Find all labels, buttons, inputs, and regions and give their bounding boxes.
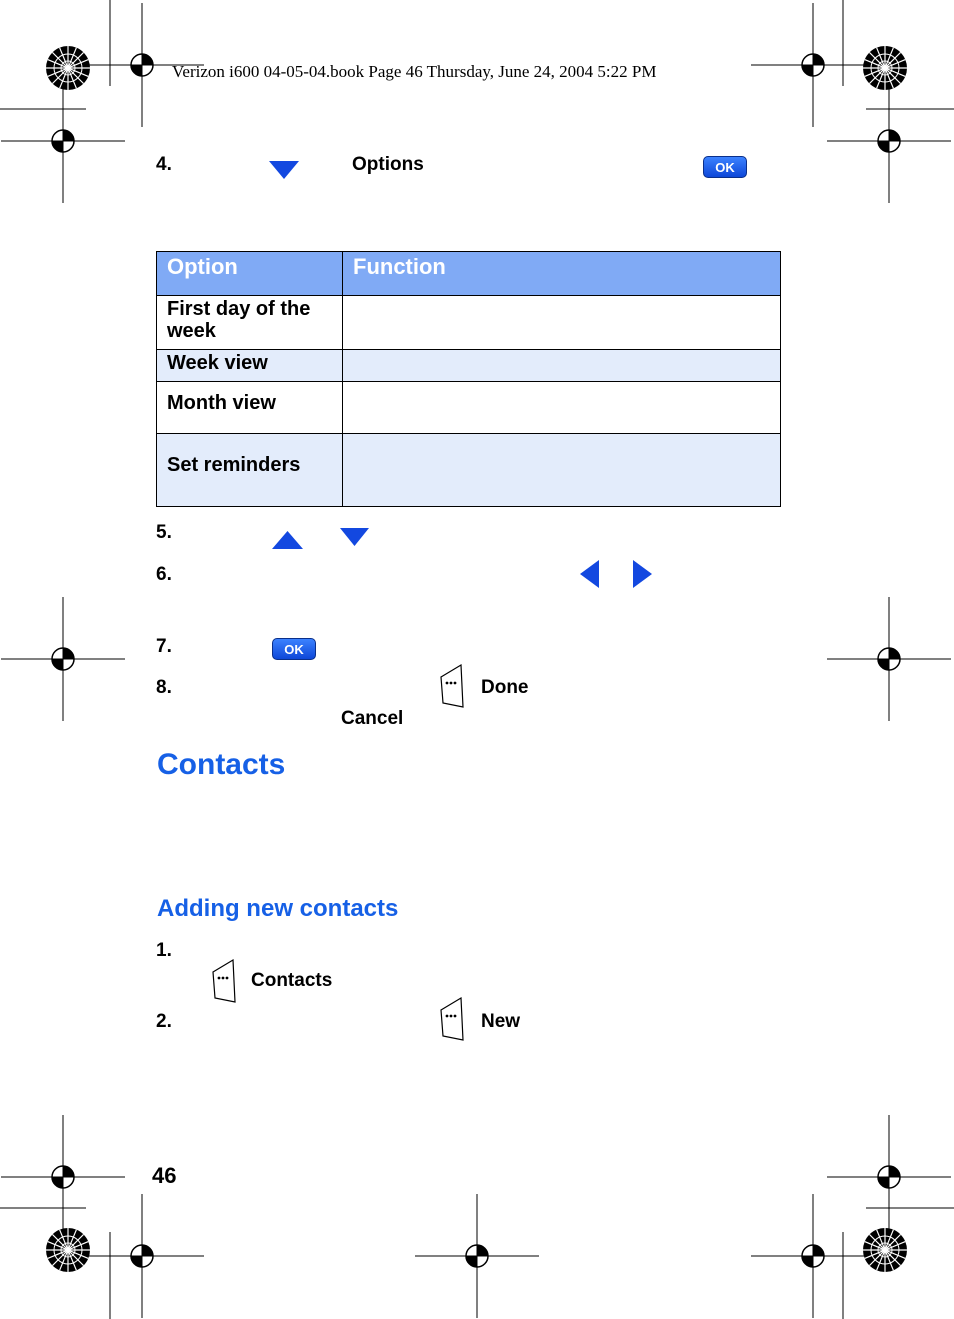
crosshair-registration-icon <box>80 1194 204 1318</box>
starburst-registration-icon <box>863 1228 907 1272</box>
step-number: 4. <box>156 154 172 175</box>
crosshair-registration-icon <box>751 1194 875 1318</box>
step-number: 5. <box>156 522 172 543</box>
option-cell: Week view <box>157 350 343 382</box>
up-arrow-icon <box>272 531 303 549</box>
section-title-contacts: Contacts <box>157 748 286 781</box>
option-cell: Month view <box>157 382 343 434</box>
ok-button-icon: OK <box>272 638 316 660</box>
step-number: 6. <box>156 564 172 585</box>
down-arrow-icon <box>340 528 369 546</box>
crosshair-registration-icon <box>1 79 125 203</box>
table-row <box>157 350 781 382</box>
crosshair-registration-icon <box>751 3 875 127</box>
function-cell <box>343 382 781 434</box>
starburst-registration-icon <box>863 46 907 90</box>
table-header-option: Option <box>157 252 343 296</box>
table-row <box>157 296 781 350</box>
crosshair-registration-icon <box>827 79 951 203</box>
options-label: Options <box>352 154 424 175</box>
option-cell: First day of the week <box>157 296 343 350</box>
softkey-icon <box>209 958 237 1003</box>
table-row <box>157 382 781 434</box>
crosshair-registration-icon <box>1 597 125 721</box>
softkey-icon <box>437 663 465 708</box>
step-number: 7. <box>156 636 172 657</box>
step-number: 1. <box>156 940 172 961</box>
function-cell <box>343 350 781 382</box>
step-number: 8. <box>156 677 172 698</box>
starburst-registration-icon <box>46 1228 90 1272</box>
subsection-title: Adding new contacts <box>157 895 399 922</box>
done-label: Done <box>481 677 529 698</box>
crosshair-registration-icon <box>827 597 951 721</box>
crosshair-registration-icon <box>827 1115 951 1239</box>
starburst-registration-icon <box>46 46 90 90</box>
step-number: 2. <box>156 1011 172 1032</box>
table-row <box>157 434 781 507</box>
function-cell <box>343 434 781 507</box>
page-number: 46 <box>152 1163 177 1188</box>
cancel-label: Cancel <box>341 708 404 729</box>
right-arrow-icon <box>633 560 652 588</box>
option-cell: Set reminders <box>157 434 343 507</box>
crosshair-registration-icon <box>1 1115 125 1239</box>
softkey-icon <box>437 996 465 1041</box>
table-header-function: Function <box>343 252 781 296</box>
contacts-label: Contacts <box>251 970 333 991</box>
options-table <box>156 251 781 507</box>
print-slug: Verizon i600 04-05-04.book Page 46 Thursday, June 24, 2004 5:22 PM <box>172 62 657 81</box>
new-label: New <box>481 1011 521 1032</box>
function-cell <box>343 296 781 350</box>
ok-button-icon: OK <box>703 156 747 178</box>
left-arrow-icon <box>580 560 599 588</box>
down-arrow-icon <box>269 161 299 179</box>
crosshair-registration-icon <box>415 1194 539 1318</box>
